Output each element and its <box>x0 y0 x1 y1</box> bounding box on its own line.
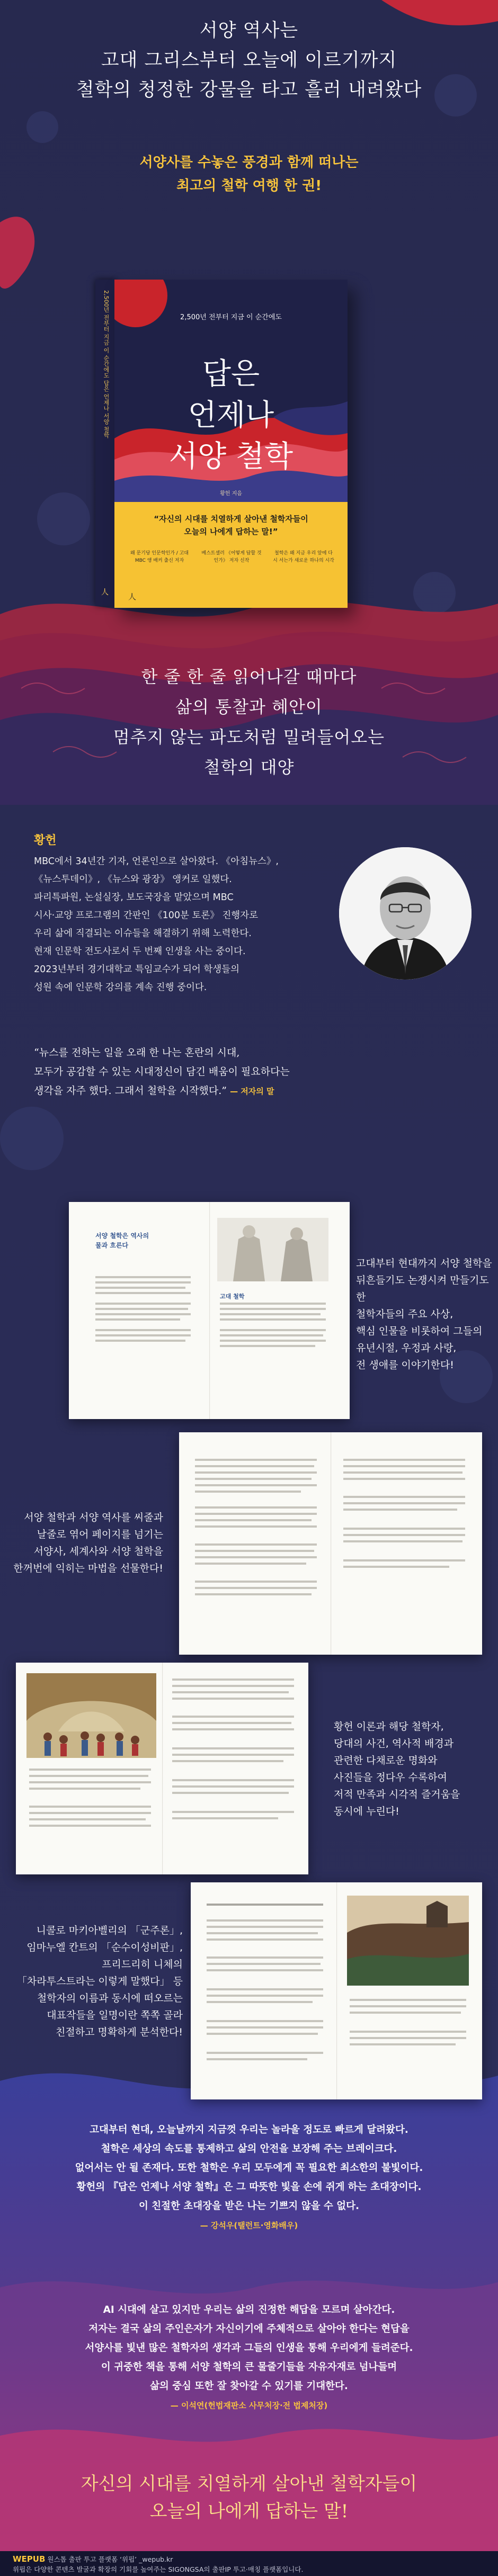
book-title-line: 답은 <box>202 357 260 391</box>
book-cover <box>114 280 348 608</box>
review-line: AI 시대에 살고 있지만 우리는 삶의 진정한 해답을 모르며 살아간다. <box>103 2304 395 2315</box>
painting-illustration <box>26 1673 156 1758</box>
wave-line: 삶의 통찰과 혜안이 <box>175 697 323 717</box>
closing-line: 오늘의 나에게 답하는 말! <box>149 2501 349 2522</box>
hero-line: 고대 그리스부터 오늘에 이르기까지 <box>101 50 397 71</box>
review-2 <box>32 2301 466 2415</box>
review-line: 이 귀중한 책을 통해 서양 철학의 큰 물줄기들을 자유자재로 넘나들며 <box>101 2362 397 2373</box>
caption-line: 서양 철학과 서양 역사를 씨줄과 <box>24 1512 163 1523</box>
review-line: 저자는 결국 삶의 주인은자가 자신이기에 주체적으로 살아야 한다는 현답을 <box>88 2323 410 2335</box>
caption-line: 황헌 이론과 해당 철학자, <box>334 1721 444 1733</box>
spread-heading: 서양 철학은 역사의 물과 흐른다 <box>95 1232 149 1249</box>
review-1 <box>32 2121 466 2235</box>
caption-line: 친절하고 명확하게 분석한다! <box>56 2026 183 2038</box>
wave-line: 한 줄 한 줄 읽어나갈 때마다 <box>141 667 357 687</box>
hero-line: 서양 역사는 <box>199 20 299 41</box>
caption-line: 대표작들을 일명이란 쪽쪽 골라 <box>47 2009 183 2021</box>
author-bio-line: 성원 속에 인문학 강의를 계속 진행 중이다. <box>34 982 207 993</box>
caption-line: 사진들을 정다우 수록하여 <box>334 1772 447 1783</box>
caption-line: 관련한 다채로운 명화와 <box>334 1755 438 1766</box>
footer-line-2: 위펍은 다양한 콘텐츠 발굴과 확장의 기회를 높여주는 SIGONGSA의 출판IP 투고·매칭 플랫폼입니다. <box>13 2565 304 2573</box>
reviews-section <box>0 2097 498 2457</box>
caption-line: 프리드리히 니체의 <box>102 1959 183 1970</box>
review-source: — 이석연(헌법재판소 사무처장·전 법제처장) <box>170 2401 328 2410</box>
wave-headline <box>0 662 498 783</box>
book-title <box>114 354 348 478</box>
caption-line: 핵심 인물을 비롯하여 그들의 <box>356 1325 483 1337</box>
book-author: 황헌 지음 <box>220 491 242 497</box>
footer <box>0 2551 498 2576</box>
hero-line: 철학의 청정한 강물을 타고 흘러 내려왔다 <box>76 79 422 101</box>
author-quote <box>34 1043 468 1101</box>
review-line: 고대부터 현대, 오늘날까지 지금껏 우리는 놀라울 정도로 빠르게 달려왔다. <box>90 2124 408 2135</box>
caption-line: 철학자들의 주요 사상, <box>356 1308 453 1320</box>
publisher-logo-icon: 人 <box>101 588 109 597</box>
book-title-line: 서양 철학 <box>168 439 294 474</box>
statue-illustration <box>217 1218 328 1281</box>
caption-line: 뒤흔들기도 논쟁시켜 만들기도 한 <box>356 1274 489 1303</box>
spread-section-title: 고대 철학 <box>220 1293 245 1300</box>
wave-line: 멈추지 않는 파도처럼 밀려들어오는 <box>113 727 385 747</box>
book-blurb: 왜 문기당 인문학인가 / 고대 MBC 앵 배커 출신 저자 <box>130 551 189 563</box>
review-source: — 강석우(탤런트·영화배우) <box>200 2221 298 2230</box>
caption-3 <box>334 1718 493 1820</box>
caption-line: 임마누엘 칸트의 「순수이성비판」, <box>26 1942 183 1953</box>
caption-line: 서양사, 세계사와 서양 철학을 <box>33 1546 163 1557</box>
landscape-photo <box>347 1896 469 1986</box>
author-quote-source: — 저자의 말 <box>230 1087 274 1096</box>
review-line: 황헌의 『답은 언제나 서양 철학』은 그 따뜻한 빛을 손에 쥐게 하는 초대장이다. <box>76 2182 422 2193</box>
caption-line: 「차라투스트라는 이렇게 말했다」 등 <box>16 1976 183 1987</box>
caption-line: 유년시절, 우정과 사랑, <box>356 1342 457 1354</box>
author-bio-line: 2023년부터 경기대학교 특임교수가 되어 학생들의 <box>34 964 239 975</box>
author-bio-line: 《뉴스투데이》, 《뉴스와 광장》 앵커로 일했다. <box>34 874 232 885</box>
caption-line: 전 생애를 이야기한다! <box>356 1359 454 1371</box>
caption-line: 날줄로 엮어 페이지를 넘기는 <box>37 1529 163 1540</box>
caption-line: 동시에 누린다! <box>334 1806 399 1817</box>
author-quote-line <box>34 1081 468 1101</box>
caption-4 <box>8 1922 183 2041</box>
review-line: 이 친절한 초대장을 받은 나는 기쁘지 않을 수 없다. <box>139 2201 359 2212</box>
book-blurb: 철학은 왜 지금 우리 앞에 다시 서는가 새로운 하나의 시각 <box>273 551 334 563</box>
author-bio <box>34 852 331 997</box>
hero-subheadline <box>0 151 498 198</box>
caption-line: 당대의 사건, 역사적 배경과 <box>334 1738 454 1749</box>
book-quote-line: 오늘의 나에게 답하는 말!” <box>184 527 278 536</box>
author-bio-line: 우리 삶에 직결되는 이슈들을 해결하기 위해 노력한다. <box>34 928 252 939</box>
book-spread-3 <box>16 1663 308 1874</box>
publisher-logo-icon: 人 <box>128 592 137 602</box>
caption-line: 니콜로 마키아벨리의 「군주론」, <box>36 1925 183 1936</box>
book-kicker: 2,500년 전부터 지금 이 순간에도 <box>180 313 282 321</box>
review-line: 삶의 중심 또한 잘 찾아갈 수 있기를 기대한다. <box>150 2381 348 2392</box>
footer-text <box>13 2554 490 2574</box>
caption-line: 저적 만족과 시각적 즐거움을 <box>334 1789 460 1800</box>
author-bio-line: MBC에서 34년간 기자, 언론인으로 살아왔다. 《아침뉴스》, <box>34 856 279 867</box>
review-line: 없어서는 안 될 존재다. 또한 철학은 우리 모두에게 꼭 필요한 최소한의 불빛이다. <box>75 2162 423 2174</box>
author-section <box>0 831 498 1128</box>
caption-line: 철학자의 이름과 동시에 떠오르는 <box>37 1992 183 2004</box>
book-spread-2 <box>179 1432 482 1655</box>
spine-text: 2,500년 전부터 지금 이 순간에도 답은 언제나 서양 철학 <box>103 290 110 438</box>
review-line: 철학은 세상의 속도를 통제하고 삶의 안전을 보장해 주는 브레이크다. <box>101 2143 397 2155</box>
caption-2 <box>10 1509 163 1577</box>
book-spine <box>95 280 117 606</box>
footer-line-1[interactable]: 원스톱 출판 투고 플랫폼 ‘위펍’ _wepub.kr <box>47 2555 173 2563</box>
wepub-logo[interactable]: WEPUB <box>13 2554 46 2564</box>
book-title-line: 언제나 <box>188 398 274 433</box>
author-quote-text: 생각을 자주 했다. 그래서 철학을 시작했다.” <box>34 1085 227 1097</box>
hero-sub-line: 최고의 철학 여행 한 권! <box>176 178 322 194</box>
closing-headline <box>0 2470 498 2525</box>
caption-1 <box>356 1255 494 1374</box>
author-bio-line: 파리특파원, 논설실장, 보도국장을 맡았으며 MBC <box>34 892 234 903</box>
caption-line: 한꺼번에 익히는 마법을 선물한다! <box>13 1563 163 1574</box>
book-quote <box>130 513 332 538</box>
closing-line: 자신의 시대를 치열하게 살아낸 철학자들이 <box>81 2473 417 2494</box>
hero-headline <box>0 16 498 105</box>
book-quote-line: “자신의 시대를 치열하게 살아낸 철학자들이 <box>154 514 308 524</box>
book-blurbs <box>128 550 335 564</box>
author-bio-line: 시사·교양 프로그램의 간판인 《100분 토론》 진행자로 <box>34 910 258 921</box>
review-line: 서양사를 빛낸 많은 철학자의 생각과 그들의 인생을 통해 우리에게 들려준다. <box>85 2342 413 2354</box>
hero-sub-line: 서양사를 수놓은 풍경과 함께 떠나는 <box>139 155 359 170</box>
caption-line: 고대부터 현대까지 서양 철학을 <box>356 1258 492 1269</box>
book-spread-4 <box>191 1882 482 2099</box>
wave-line: 철학의 대양 <box>203 757 295 777</box>
author-bio-line: 현재 인문학 전도사로서 두 번째 인생을 사는 중이다. <box>34 946 246 957</box>
book-blurb: 베스트셀러 《어떻게 답할 것인가》 저자 신작 <box>201 551 262 563</box>
author-photo <box>339 847 472 980</box>
book-spread-1 <box>69 1202 350 1419</box>
author-quote-line: “뉴스를 전하는 일을 오래 한 나는 혼란의 시대, <box>34 1047 240 1058</box>
author-name: 황헌 <box>34 834 57 847</box>
author-quote-line: 모두가 공감할 수 있는 시대정신이 담긴 배움이 필요하다는 <box>34 1066 290 1078</box>
